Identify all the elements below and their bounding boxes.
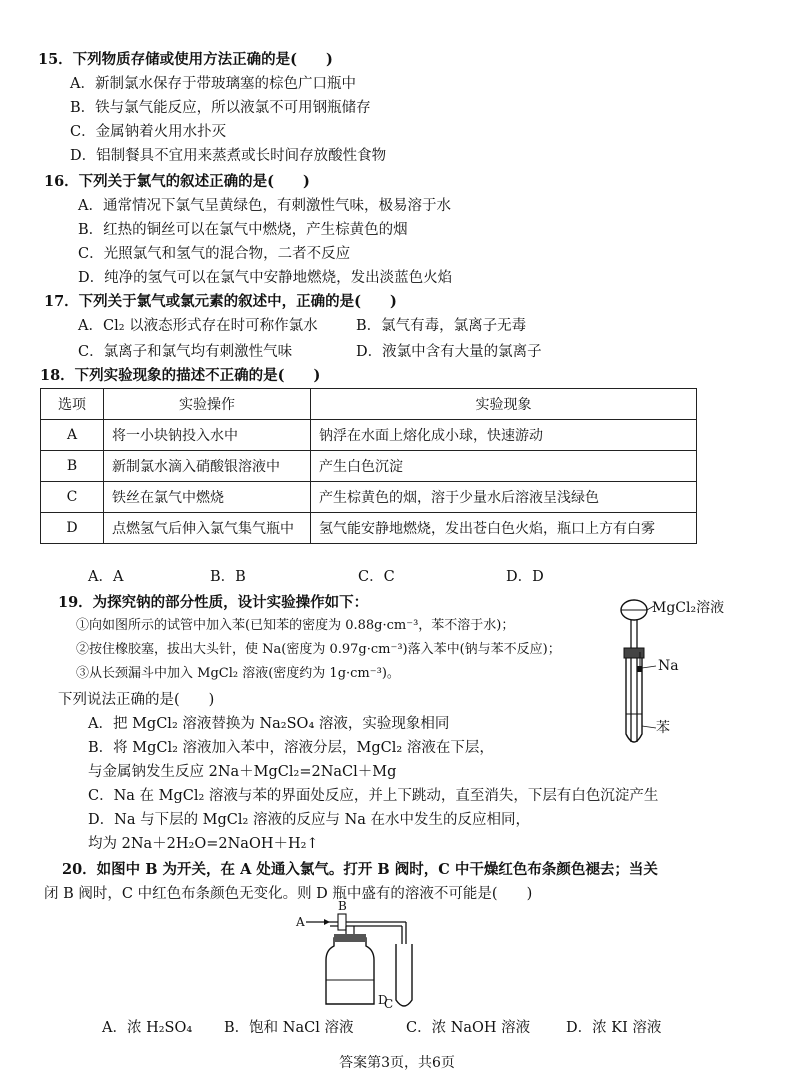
test-tube-funnel-diagram bbox=[610, 596, 740, 756]
q16-option-a: A．通常情况下氯气呈黄绿色，有刺激性气味，极易溶于水 bbox=[78, 198, 451, 214]
label-na: Na bbox=[658, 658, 679, 674]
gas-wash-diagram bbox=[286, 904, 426, 1014]
q17-option-b: B．氯气有毒，氯离子无毒 bbox=[356, 318, 527, 334]
q15-option-d: D．铝制餐具不宜用来蒸煮或长时间存放酸性食物 bbox=[70, 148, 387, 164]
q20-stem-line1: 20．如图中 B 为开关，在 A 处通入氯气。打开 B 阀时，C 中干燥红色布条颜色褪去；当关 bbox=[62, 861, 658, 878]
table-cell: C bbox=[41, 482, 104, 513]
q19-option-b: B．将 MgCl₂ 溶液加入苯中，溶液分层，MgCl₂ 溶液在下层， bbox=[88, 740, 494, 756]
q16-option-b: B．红热的铜丝可以在氯气中燃烧，产生棕黄色的烟 bbox=[78, 222, 408, 238]
q19-option-c: C．Na 在 MgCl₂ 溶液与苯的界面处反应，并上下跳动，直至消失，下层有白色沉淀产生 bbox=[88, 788, 659, 804]
q20-option-a: A．浓 H₂SO₄ bbox=[102, 1020, 193, 1036]
table-cell: 钠浮在水面上熔化成小球，快速游动 bbox=[311, 420, 697, 451]
q20-option-b: B．饱和 NaCl 溶液 bbox=[224, 1020, 354, 1036]
q15-option-b: B．铁与氯气能反应，所以液氯不可用钢瓶储存 bbox=[70, 100, 371, 116]
q19-option-b-cont: 与金属钠发生反应 2Na＋MgCl₂=2NaCl＋Mg bbox=[88, 764, 397, 780]
q17-option-d: D．液氯中含有大量的氯离子 bbox=[356, 344, 542, 360]
label-c: C bbox=[384, 997, 394, 1011]
q19-step-1: ①向如图所示的试管中加入苯(已知苯的密度为 0.88g·cm⁻³，苯不溶于水)； bbox=[76, 618, 515, 633]
q17-option-c: C．氯离子和氯气均有刺激性气味 bbox=[78, 344, 293, 360]
table-row bbox=[41, 482, 697, 513]
table-cell: 铁丝在氯气中燃烧 bbox=[104, 482, 311, 513]
table-cell: 氢气能安静地燃烧，发出苍白色火焰，瓶口上方有白雾 bbox=[311, 513, 697, 544]
q20-option-c: C．浓 NaOH 溶液 bbox=[406, 1020, 531, 1036]
q18-option-d: D．D bbox=[506, 569, 544, 585]
q19-step-3: ③从长颈漏斗中加入 MgCl₂ 溶液(密度约为 1g·cm⁻³)。 bbox=[76, 666, 400, 681]
experiment-table bbox=[40, 388, 697, 544]
q16-stem: 16．下列关于氯气的叙述正确的是( ) bbox=[44, 173, 310, 190]
label-mgcl2: MgCl₂溶液 bbox=[652, 600, 725, 616]
table-cell: 新制氯水滴入硝酸银溶液中 bbox=[104, 451, 311, 482]
table-cell: 将一小块钠投入水中 bbox=[104, 420, 311, 451]
table-header: 实验现象 bbox=[311, 389, 697, 420]
q19-stem: 19．为探究钠的部分性质，设计实验操作如下： bbox=[58, 594, 369, 611]
table-header-row bbox=[41, 389, 697, 420]
q17-option-a: A．Cl₂ 以液态形式存在时可称作氯水 bbox=[78, 318, 318, 334]
table-header: 选项 bbox=[41, 389, 104, 420]
label-b: B bbox=[338, 899, 347, 913]
q20-stem-line2: 闭 B 阀时，C 中红色布条颜色无变化。则 D 瓶中盛有的溶液不可能是( ) bbox=[44, 886, 533, 902]
q15-option-a: A．新制氯水保存于带玻璃塞的棕色广口瓶中 bbox=[70, 76, 356, 92]
q20-option-d: D．浓 KI 溶液 bbox=[566, 1020, 662, 1036]
table-cell: D bbox=[41, 513, 104, 544]
q19-step-2: ②按住橡胶塞，拔出大头针，使 Na(密度为 0.97g·cm⁻³)落入苯中(钠与苯不反应)； bbox=[76, 642, 561, 657]
q17-stem: 17．下列关于氯气或氯元素的叙述中，正确的是( ) bbox=[44, 293, 397, 310]
table-row bbox=[41, 451, 697, 482]
q16-option-c: C．光照氯气和氢气的混合物，二者不反应 bbox=[78, 246, 351, 262]
label-d: D bbox=[378, 993, 388, 1007]
q19-option-a: A．把 MgCl₂ 溶液替换为 Na₂SO₄ 溶液，实验现象相同 bbox=[88, 716, 450, 732]
q18-stem: 18．下列实验现象的描述不正确的是( ) bbox=[40, 367, 321, 384]
q19-option-d-cont: 均为 2Na＋2H₂O=2NaOH＋H₂↑ bbox=[88, 836, 319, 852]
table-cell: 产生白色沉淀 bbox=[311, 451, 697, 482]
table-cell: A bbox=[41, 420, 104, 451]
q18-option-c: C．C bbox=[358, 569, 395, 585]
q18-option-a: A．A bbox=[88, 569, 124, 585]
label-a: A bbox=[296, 915, 305, 929]
table-cell: B bbox=[41, 451, 104, 482]
q19-option-d: D．Na 与下层的 MgCl₂ 溶液的反应与 Na 在水中发生的反应相同， bbox=[88, 812, 531, 828]
table-cell: 产生棕黄色的烟，溶于少量水后溶液呈浅绿色 bbox=[311, 482, 697, 513]
table-row bbox=[41, 513, 697, 544]
q15-option-c: C．金属钠着火用水扑灭 bbox=[70, 124, 227, 140]
table-cell: 点燃氢气后伸入氯气集气瓶中 bbox=[104, 513, 311, 544]
table-header: 实验操作 bbox=[104, 389, 311, 420]
q16-option-d: D．纯净的氢气可以在氯气中安静地燃烧，发出淡蓝色火焰 bbox=[78, 270, 453, 286]
label-benzene: 苯 bbox=[656, 720, 670, 736]
q20-apparatus-figure bbox=[286, 899, 426, 1014]
page-footer: 答案第3页，共6页 bbox=[339, 1055, 455, 1071]
table-row bbox=[41, 420, 697, 451]
q19-apparatus-figure bbox=[610, 596, 740, 756]
q19-sub-question: 下列说法正确的是( ) bbox=[58, 692, 215, 708]
q15-stem: 15．下列物质存储或使用方法正确的是( ) bbox=[38, 51, 333, 68]
q18-option-b: B．B bbox=[210, 569, 246, 585]
